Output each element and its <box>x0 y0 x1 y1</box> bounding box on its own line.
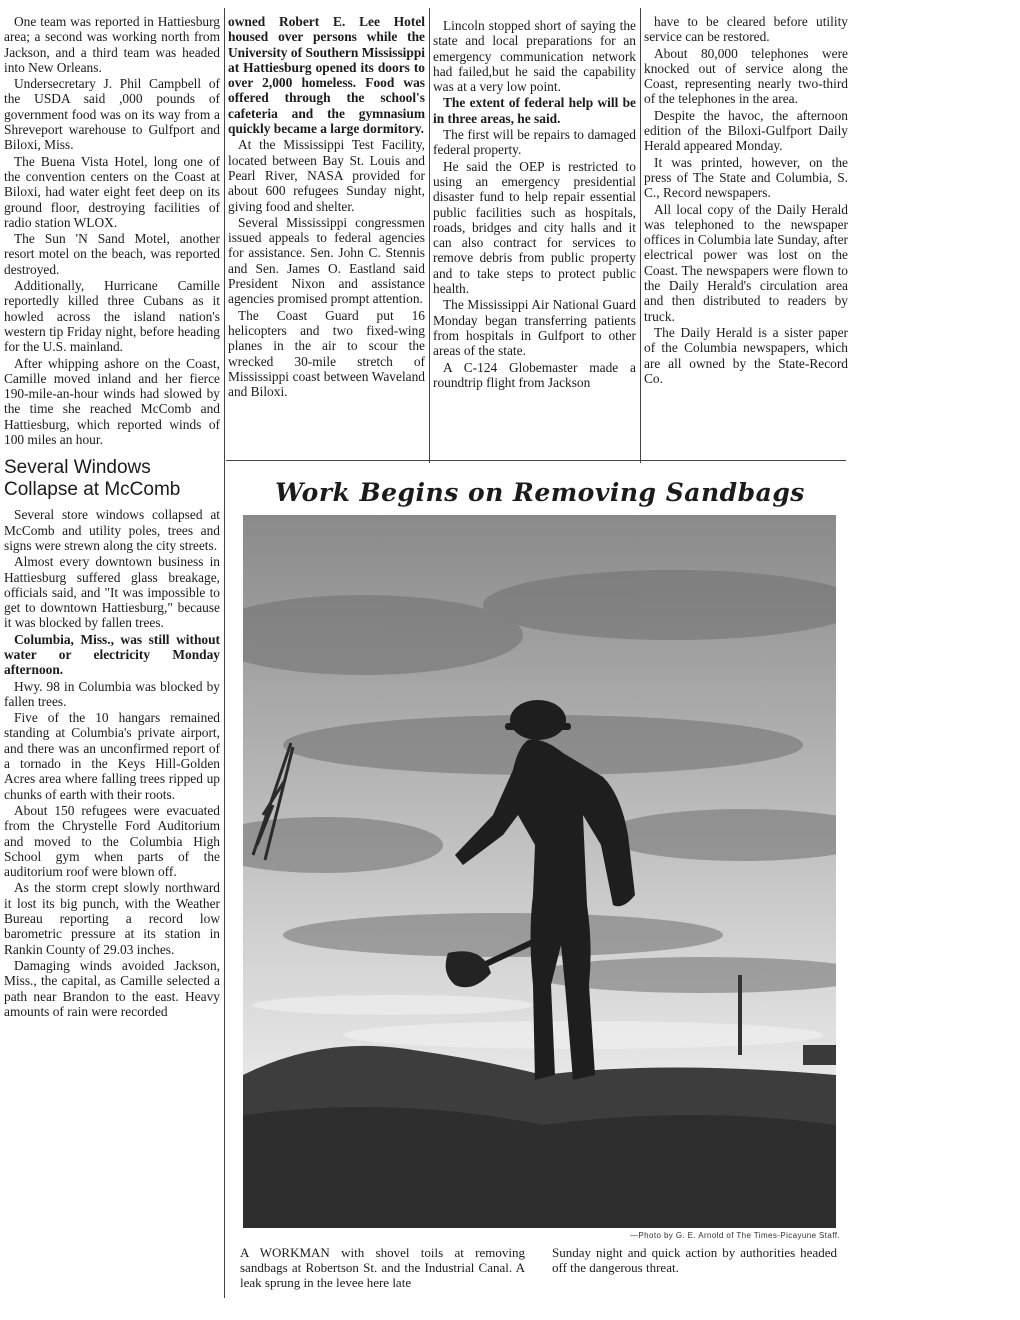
bold-paragraph: Columbia, Miss., was still without water or electricity Monday afternoon. <box>4 631 220 678</box>
column-1-body <box>4 14 220 447</box>
paragraph: A C-124 Globemaster made a roundtrip flight from Jackson <box>433 359 636 390</box>
column-3-body-b <box>433 127 636 390</box>
article-column-4 <box>644 14 848 460</box>
paragraph: The Coast Guard put 16 helicopters and two fixed-wing planes in the air to scour the wrecked 30-mile stretch of Mississippi coast between Waveland and Biloxi. <box>228 307 425 400</box>
paragraph: At the Mississippi Test Facility, located between Bay St. Louis and Pearl River, NASA provided for about 600 refugees Sunday night, giving food and shelter. <box>228 137 425 214</box>
bold-paragraph: The extent of federal help will be in three areas, he said. <box>433 95 636 126</box>
column-2-body <box>228 137 425 399</box>
column-1-body-b <box>4 507 220 630</box>
paragraph: The Daily Herald is a sister paper of the Columbia newspapers, which are all owned by the State-Record Co. <box>644 324 848 386</box>
column-rule-1 <box>224 8 225 1298</box>
paragraph: Hwy. 98 in Columbia was blocked by fallen trees. <box>4 678 220 709</box>
article-column-1 <box>4 14 220 1314</box>
paragraph: About 150 refugees were evacuated from the Chrystelle Ford Auditorium and moved to the Columbia High School gym when parts of the auditorium roof were blown off. <box>4 802 220 880</box>
paragraph: have to be cleared before utility service can be restored. <box>644 14 848 45</box>
paragraph: The Mississippi Air National Guard Monday began transferring patients from hospitals in Gulfport to other areas of the state. <box>433 297 636 359</box>
paragraph: About 80,000 telephones were knocked out of service along the Coast, representing nearly two-third of the telephones in the area. <box>644 45 848 107</box>
feature-headline: Work Begins on Removing Sandbags <box>275 478 805 507</box>
paragraph: Several store windows collapsed at McComb and utility poles, trees and signs were strewn along the city streets. <box>4 507 220 553</box>
paragraph: Damaging winds avoided Jackson, Miss., the capital, as Camille selected a path near Brandon to the east. Heavy amounts of rain were recorded <box>4 957 220 1019</box>
article-column-3 <box>433 18 636 460</box>
paragraph: The Buena Vista Hotel, long one of the convention centers on the Coast at Biloxi, had water eight feet deep on its ground floor, destroying facilities of radio station WLOX. <box>4 153 220 230</box>
photo-caption-right: Sunday night and quick action by authorities headed off the dangerous threat. <box>552 1245 837 1275</box>
paragraph: Lincoln stopped short of saying the state and local preparations for an emergency communication network had failed,but he said the capability was at a very low point. <box>433 18 636 95</box>
paragraph: Additionally, Hurricane Camille reportedly killed three Cubans as it howled across the island nation's western tip Friday night, before heading for the U.S. mainland. <box>4 278 220 355</box>
paragraph: It was printed, however, on the press of The State and Columbia, S. C., Record newspapers. <box>644 154 848 201</box>
subheadline: Several Windows Collapse at McComb <box>4 457 181 501</box>
paragraph: One team was reported in Hattiesburg area; a second was working north from Jackson, and a third team was headed into New Orleans. <box>4 14 220 75</box>
article-column-2 <box>228 14 425 460</box>
bold-paragraph: owned Robert E. Lee Hotel housed over persons while the University of Southern Mississippi at Hattiesburg opened its doors to over 2,000 homeless. Food was offered through the school's cafeteria and the gymnasium quickly became a large dormitory. <box>228 14 425 137</box>
paragraph: Despite the havoc, the afternoon edition of the Biloxi-Gulfport Daily Herald appeared Monday. <box>644 107 848 154</box>
photo-caption-left: A WORKMAN with shovel toils at removing sandbags at Robertson St. and the Industrial Canal. A leak sprung in the levee here late <box>240 1245 525 1290</box>
paragraph: After whipping ashore on the Coast, Camille moved inland and her fierce 190-mile-an-hour winds had slowed by the time she reached McComb and Hattiesburg, which reported winds of 100 miles an hour. <box>4 355 220 448</box>
paragraph: All local copy of the Daily Herald was telephoned to the newspaper offices in Columbia late Sunday, after electrical power was lost on the Coast. The newspapers were flown to the Daily Herald's circulation area and then distributed to readers by truck. <box>644 201 848 324</box>
paragraph: He said the OEP is restricted to using an emergency presidential disaster fund to help repair essential public facilities such as hospitals, roads, bridges and city halls and it can also contract for services to remove debris from public property and to take steps to protect public health. <box>433 158 636 297</box>
column-rule-2 <box>429 8 430 463</box>
paragraph: Several Mississippi congressmen issued appeals to federal agencies for assistance. Sen. John C. Stennis and Sen. James O. Eastland said President Nixon and assistance agencies promised prompt attention. <box>228 214 425 307</box>
paragraph: As the storm crept slowly northward it lost its big punch, with the Weather Bureau reporting a record low barometric pressure at its station in Rankin County of 29.03 inches. <box>4 880 220 957</box>
news-photo <box>243 515 836 1228</box>
paragraph: Five of the 10 hangars remained standing at Columbia's private airport, and there was an unconfirmed report of a tornado in the Keys Hill-Golden Acres area where falling trees ripped up chunks of earth with their roots. <box>4 710 220 802</box>
feature-top-rule <box>226 460 846 461</box>
column-4-body <box>644 14 848 386</box>
column-3-body <box>433 18 636 94</box>
column-rule-3 <box>640 8 641 463</box>
paragraph: Almost every downtown business in Hattiesburg suffered glass breakage, officials said, and "It was impossible to get to downtown Hattiesburg," because it was blocked by fallen trees. <box>4 554 220 631</box>
paragraph: Undersecretary J. Phil Campbell of the USDA said ,000 pounds of government food was on its way from a Shreveport warehouse to Gulfport and Biloxi, Miss. <box>4 76 220 153</box>
paragraph: The first will be repairs to damaged federal property. <box>433 127 636 158</box>
column-1-body-c <box>4 679 220 1020</box>
photo-credit: —Photo by G. E. Arnold of The Times-Picayune Staff. <box>630 1231 840 1240</box>
paragraph: The Sun 'N Sand Motel, another resort motel on the beach, was reported destroyed. <box>4 231 220 277</box>
